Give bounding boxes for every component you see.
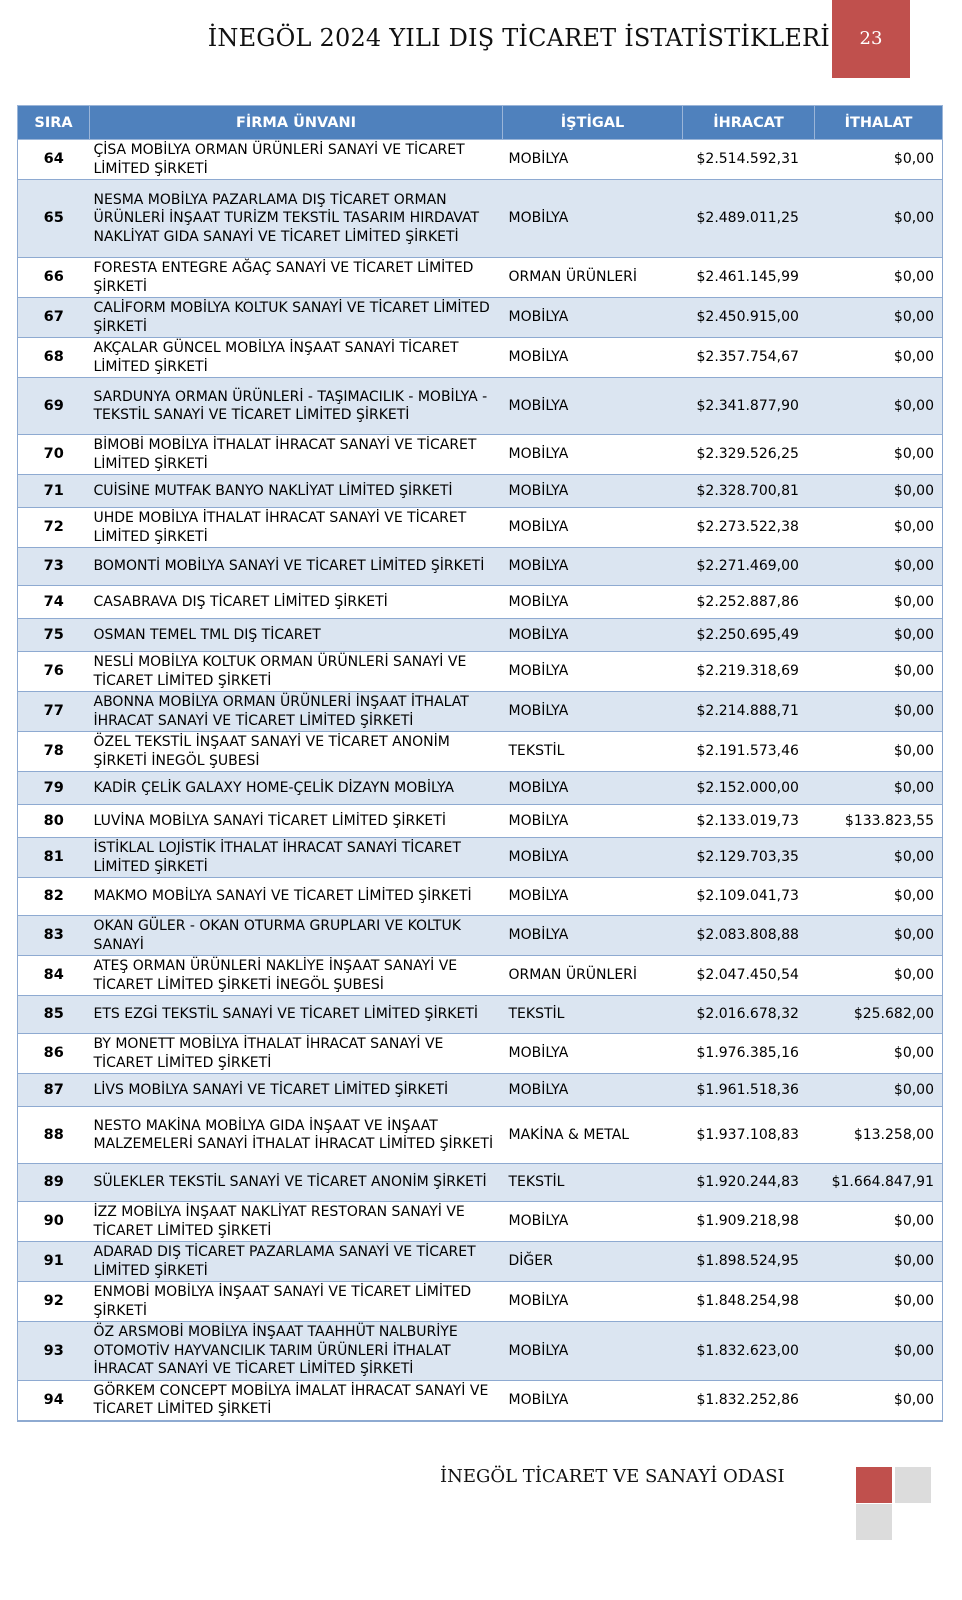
table-row [18,916,943,956]
table-row [18,878,943,916]
row-ihracat: $1.937.108,83 [683,1107,815,1164]
row-firma-unvani: CASABRAVA DIŞ TİCARET LİMİTED ŞİRKETİ [90,586,503,619]
table-row [18,378,943,435]
row-firma-unvani: CALİFORM MOBİLYA KOLTUK SANAYİ VE TİCARET LİMİTED ŞİRKETİ [90,298,503,338]
row-sira: 87 [18,1074,90,1107]
row-firma-unvani: NESMA MOBİLYA PAZARLAMA DIŞ TİCARET ORMAN ÜRÜNLERİ İNŞAAT TURİZM TEKSTİL TASARIM HIRDAVAT NAKLİYAT GIDA SANAYİ VE TİCARET LİMİTED ŞİRKETİ [90,180,503,258]
row-ithalat: $0,00 [815,1242,943,1282]
column-header-sira: SIRA [18,106,90,140]
row-firma-unvani: ADARAD DIŞ TİCARET PAZARLAMA SANAYİ VE TİCARET LİMİTED ŞİRKETİ [90,1242,503,1282]
footer-decor-square-gray [856,1504,892,1540]
row-ihracat: $2.329.526,25 [683,435,815,475]
row-ihracat: $1.848.254,98 [683,1282,815,1322]
row-ihracat: $2.133.019,73 [683,805,815,838]
row-ihracat: $2.357.754,67 [683,338,815,378]
row-istigal: ORMAN ÜRÜNLERİ [503,258,683,298]
row-istigal: MOBİLYA [503,586,683,619]
row-firma-unvani: İZZ MOBİLYA İNŞAAT NAKLİYAT RESTORAN SANAYİ VE TİCARET LİMİTED ŞİRKETİ [90,1202,503,1242]
row-firma-unvani: FORESTA ENTEGRE AĞAÇ SANAYİ VE TİCARET LİMİTED ŞİRKETİ [90,258,503,298]
row-ithalat: $0,00 [815,435,943,475]
row-istigal: ORMAN ÜRÜNLERİ [503,956,683,996]
row-sira: 65 [18,180,90,258]
row-istigal: DİĞER [503,1242,683,1282]
row-sira: 66 [18,258,90,298]
row-firma-unvani: SÜLEKLER TEKSTİL SANAYİ VE TİCARET ANONİM ŞİRKETİ [90,1164,503,1202]
table-row [18,772,943,805]
row-ithalat: $25.682,00 [815,996,943,1034]
row-ithalat: $0,00 [815,1282,943,1322]
table-row [18,1380,943,1421]
table-row [18,1107,943,1164]
table-row [18,732,943,772]
row-istigal: MOBİLYA [503,692,683,732]
row-ihracat: $2.129.703,35 [683,838,815,878]
row-istigal: MOBİLYA [503,652,683,692]
table-header-row [18,106,943,140]
row-ihracat: $2.341.877,90 [683,378,815,435]
row-sira: 72 [18,508,90,548]
row-istigal: MOBİLYA [503,435,683,475]
table-row [18,652,943,692]
row-istigal: MOBİLYA [503,1380,683,1421]
row-istigal: MOBİLYA [503,475,683,508]
row-sira: 92 [18,1282,90,1322]
row-ithalat: $0,00 [815,586,943,619]
page-number-badge: 23 [832,0,910,78]
row-istigal: MOBİLYA [503,619,683,652]
row-ihracat: $1.976.385,16 [683,1034,815,1074]
table-row [18,1034,943,1074]
row-ithalat: $0,00 [815,1202,943,1242]
column-header-istigal: İŞTİGAL [503,106,683,140]
row-ithalat: $13.258,00 [815,1107,943,1164]
row-ihracat: $2.109.041,73 [683,878,815,916]
row-ihracat: $1.920.244,83 [683,1164,815,1202]
row-firma-unvani: CUİSİNE MUTFAK BANYO NAKLİYAT LİMİTED ŞİRKETİ [90,475,503,508]
row-ithalat: $0,00 [815,732,943,772]
row-ithalat: $0,00 [815,508,943,548]
row-sira: 89 [18,1164,90,1202]
table-row [18,586,943,619]
row-ihracat: $2.461.145,99 [683,258,815,298]
row-ithalat: $133.823,55 [815,805,943,838]
table-row [18,838,943,878]
row-sira: 64 [18,140,90,180]
table-row [18,475,943,508]
table-row [18,258,943,298]
row-ithalat: $0,00 [815,1380,943,1421]
row-firma-unvani: NESTO MAKİNA MOBİLYA GIDA İNŞAAT VE İNŞAAT MALZEMELERİ SANAYİ İTHALAT İHRACAT LİMİTED ŞİRKETİ [90,1107,503,1164]
table-row [18,956,943,996]
row-sira: 80 [18,805,90,838]
row-firma-unvani: OSMAN TEMEL TML DIŞ TİCARET [90,619,503,652]
row-sira: 71 [18,475,90,508]
row-firma-unvani: İSTİKLAL LOJİSTİK İTHALAT İHRACAT SANAYİ TİCARET LİMİTED ŞİRKETİ [90,838,503,878]
row-istigal: MOBİLYA [503,548,683,586]
table-row [18,692,943,732]
table-row [18,619,943,652]
row-ithalat: $0,00 [815,1034,943,1074]
row-istigal: MOBİLYA [503,1282,683,1322]
row-istigal: MOBİLYA [503,1074,683,1107]
row-ihracat: $2.250.695,49 [683,619,815,652]
table-row [18,338,943,378]
row-istigal: MOBİLYA [503,140,683,180]
row-firma-unvani: ETS EZGİ TEKSTİL SANAYİ VE TİCARET LİMİTED ŞİRKETİ [90,996,503,1034]
row-ihracat: $2.273.522,38 [683,508,815,548]
row-firma-unvani: LİVS MOBİLYA SANAYİ VE TİCARET LİMİTED ŞİRKETİ [90,1074,503,1107]
table-row [18,1164,943,1202]
row-firma-unvani: ABONNA MOBİLYA ORMAN ÜRÜNLERİ İNŞAAT İTHALAT İHRACAT SANAYİ VE TİCARET LİMİTED ŞİRKETİ [90,692,503,732]
row-ithalat: $0,00 [815,1074,943,1107]
row-ihracat: $2.450.915,00 [683,298,815,338]
row-firma-unvani: SARDUNYA ORMAN ÜRÜNLERİ - TAŞIMACILIK - MOBİLYA - TEKSTİL SANAYİ VE TİCARET LİMİTED ŞİRKETİ [90,378,503,435]
footer-decor-square-red [856,1467,892,1503]
row-sira: 75 [18,619,90,652]
row-sira: 68 [18,338,90,378]
footer-organization: İNEGÖL TİCARET VE SANAYİ ODASI [440,1466,785,1487]
trade-statistics-table [17,105,943,1422]
row-sira: 83 [18,916,90,956]
row-ihracat: $2.047.450,54 [683,956,815,996]
row-istigal: MOBİLYA [503,878,683,916]
row-sira: 82 [18,878,90,916]
row-istigal: MOBİLYA [503,805,683,838]
row-ithalat: $0,00 [815,378,943,435]
row-istigal: MOBİLYA [503,838,683,878]
row-sira: 94 [18,1380,90,1421]
row-sira: 78 [18,732,90,772]
row-ithalat: $0,00 [815,548,943,586]
row-ihracat: $2.489.011,25 [683,180,815,258]
row-istigal: MOBİLYA [503,1202,683,1242]
table-body [18,140,943,1421]
row-sira: 91 [18,1242,90,1282]
row-ihracat: $1.961.518,36 [683,1074,815,1107]
table-row [18,435,943,475]
row-sira: 74 [18,586,90,619]
row-sira: 85 [18,996,90,1034]
row-ithalat: $0,00 [815,258,943,298]
row-firma-unvani: KADİR ÇELİK GALAXY HOME-ÇELİK DİZAYN MOBİLYA [90,772,503,805]
table-row [18,140,943,180]
row-ihracat: $2.328.700,81 [683,475,815,508]
row-firma-unvani: GÖRKEM CONCEPT MOBİLYA İMALAT İHRACAT SANAYİ VE TİCARET LİMİTED ŞİRKETİ [90,1380,503,1421]
row-ihracat: $2.016.678,32 [683,996,815,1034]
row-ithalat: $0,00 [815,180,943,258]
row-ithalat: $0,00 [815,878,943,916]
row-sira: 70 [18,435,90,475]
row-sira: 93 [18,1322,90,1381]
table-row [18,1242,943,1282]
column-header-firma: FİRMA ÜNVANI [90,106,503,140]
row-istigal: TEKSTİL [503,1164,683,1202]
table-row [18,996,943,1034]
row-ithalat: $0,00 [815,475,943,508]
row-ithalat: $0,00 [815,772,943,805]
row-firma-unvani: BY MONETT MOBİLYA İTHALAT İHRACAT SANAYİ VE TİCARET LİMİTED ŞİRKETİ [90,1034,503,1074]
row-ithalat: $1.664.847,91 [815,1164,943,1202]
row-ihracat: $2.083.808,88 [683,916,815,956]
row-sira: 67 [18,298,90,338]
row-ithalat: $0,00 [815,1322,943,1381]
row-sira: 69 [18,378,90,435]
footer-decor-square-gray [895,1467,931,1503]
row-ithalat: $0,00 [815,619,943,652]
row-sira: 73 [18,548,90,586]
column-header-ithalat: İTHALAT [815,106,943,140]
row-ithalat: $0,00 [815,692,943,732]
row-ithalat: $0,00 [815,298,943,338]
row-istigal: MOBİLYA [503,298,683,338]
row-sira: 86 [18,1034,90,1074]
row-ihracat: $1.832.252,86 [683,1380,815,1421]
row-ithalat: $0,00 [815,652,943,692]
row-ihracat: $1.898.524,95 [683,1242,815,1282]
row-firma-unvani: ATEŞ ORMAN ÜRÜNLERİ NAKLİYE İNŞAAT SANAYİ VE TİCARET LİMİTED ŞİRKETİ İNEGÖL ŞUBESİ [90,956,503,996]
row-ihracat: $2.191.573,46 [683,732,815,772]
row-sira: 90 [18,1202,90,1242]
table-row [18,1074,943,1107]
row-sira: 76 [18,652,90,692]
row-ihracat: $1.909.218,98 [683,1202,815,1242]
row-ihracat: $2.214.888,71 [683,692,815,732]
row-firma-unvani: UHDE MOBİLYA İTHALAT İHRACAT SANAYİ VE TİCARET LİMİTED ŞİRKETİ [90,508,503,548]
row-istigal: MOBİLYA [503,508,683,548]
table-row [18,548,943,586]
row-firma-unvani: ENMOBİ MOBİLYA İNŞAAT SANAYİ VE TİCARET LİMİTED ŞİRKETİ [90,1282,503,1322]
row-ihracat: $2.514.592,31 [683,140,815,180]
row-ithalat: $0,00 [815,916,943,956]
row-ithalat: $0,00 [815,956,943,996]
row-ihracat: $2.219.318,69 [683,652,815,692]
table-row [18,508,943,548]
row-firma-unvani: BİMOBİ MOBİLYA İTHALAT İHRACAT SANAYİ VE TİCARET LİMİTED ŞİRKETİ [90,435,503,475]
row-ihracat: $2.152.000,00 [683,772,815,805]
row-istigal: TEKSTİL [503,732,683,772]
row-istigal: MOBİLYA [503,180,683,258]
trade-statistics-table-container [17,105,942,1422]
row-firma-unvani: ÇİSA MOBİLYA ORMAN ÜRÜNLERİ SANAYİ VE TİCARET LİMİTED ŞİRKETİ [90,140,503,180]
row-ithalat: $0,00 [815,338,943,378]
row-sira: 88 [18,1107,90,1164]
row-firma-unvani: OKAN GÜLER - OKAN OTURMA GRUPLARI VE KOLTUK SANAYİ [90,916,503,956]
row-ihracat: $1.832.623,00 [683,1322,815,1381]
row-istigal: MOBİLYA [503,378,683,435]
row-firma-unvani: LUVİNA MOBİLYA SANAYİ TİCARET LİMİTED ŞİRKETİ [90,805,503,838]
row-istigal: MOBİLYA [503,772,683,805]
row-istigal: TEKSTİL [503,996,683,1034]
row-firma-unvani: MAKMO MOBİLYA SANAYİ VE TİCARET LİMİTED ŞİRKETİ [90,878,503,916]
column-header-ihracat: İHRACAT [683,106,815,140]
row-firma-unvani: ÖZEL TEKSTİL İNŞAAT SANAYİ VE TİCARET ANONİM ŞİRKETİ İNEGÖL ŞUBESİ [90,732,503,772]
row-firma-unvani: ÖZ ARSMOBİ MOBİLYA İNŞAAT TAAHHÜT NALBURİYE OTOMOTİV HAYVANCILIK TARIM ÜRÜNLERİ İTHALAT İHRACAT SANAYİ VE TİCARET LİMİTED ŞİRKETİ [90,1322,503,1381]
table-row [18,298,943,338]
row-istigal: MOBİLYA [503,338,683,378]
row-istigal: MOBİLYA [503,1322,683,1381]
row-istigal: MOBİLYA [503,1034,683,1074]
row-sira: 77 [18,692,90,732]
row-ihracat: $2.252.887,86 [683,586,815,619]
row-firma-unvani: AKÇALAR GÜNCEL MOBİLYA İNŞAAT SANAYİ TİCARET LİMİTED ŞİRKETİ [90,338,503,378]
row-ihracat: $2.271.469,00 [683,548,815,586]
row-istigal: MAKİNA & METAL [503,1107,683,1164]
page-title: İNEGÖL 2024 YILI DIŞ TİCARET İSTATİSTİKLERİ [207,24,830,52]
table-row [18,180,943,258]
table-row [18,1322,943,1381]
row-istigal: MOBİLYA [503,916,683,956]
row-ithalat: $0,00 [815,140,943,180]
row-firma-unvani: BOMONTİ MOBİLYA SANAYİ VE TİCARET LİMİTED ŞİRKETİ [90,548,503,586]
table-row [18,1282,943,1322]
row-sira: 81 [18,838,90,878]
table-row [18,805,943,838]
row-sira: 84 [18,956,90,996]
row-firma-unvani: NESLİ MOBİLYA KOLTUK ORMAN ÜRÜNLERİ SANAYİ VE TİCARET LİMİTED ŞİRKETİ [90,652,503,692]
row-ithalat: $0,00 [815,838,943,878]
row-sira: 79 [18,772,90,805]
table-row [18,1202,943,1242]
